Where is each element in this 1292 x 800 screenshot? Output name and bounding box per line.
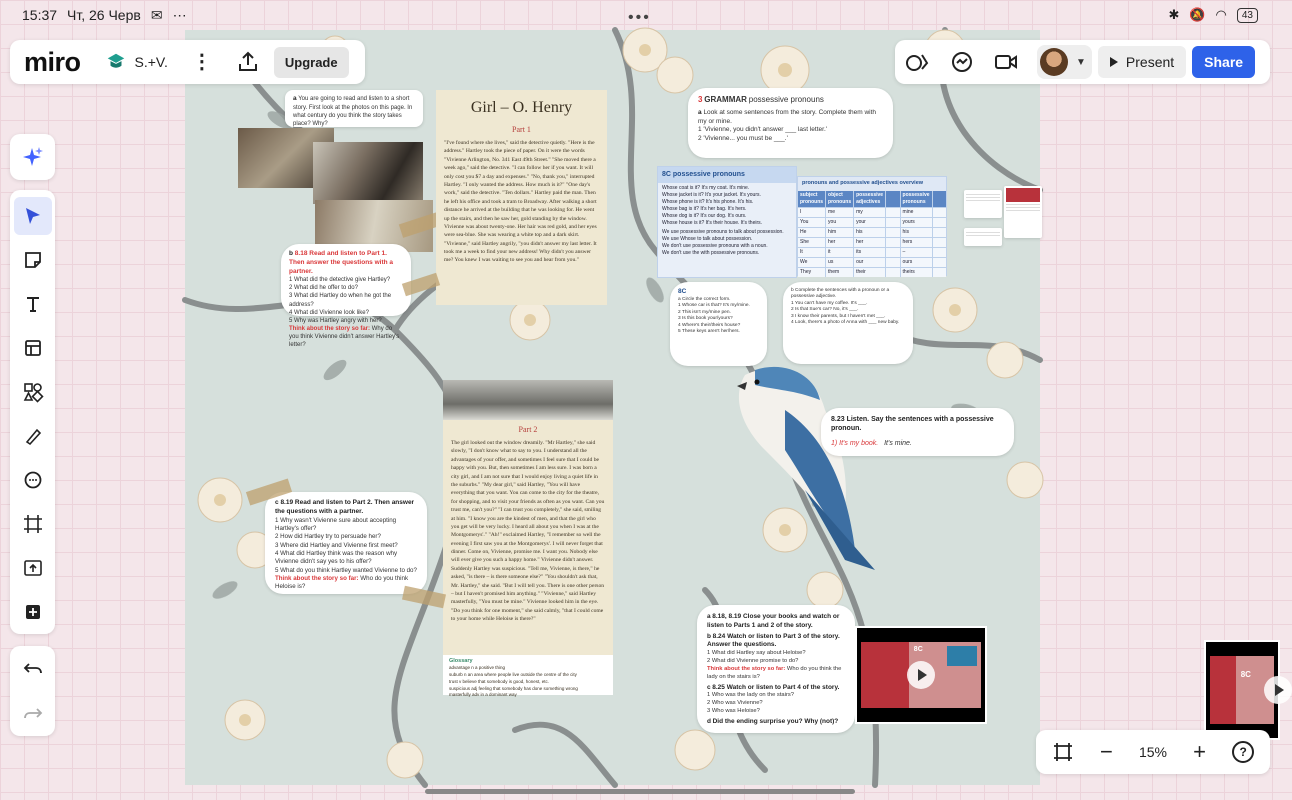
overview-cell: his — [901, 228, 932, 237]
final-tasks-card[interactable] — [697, 605, 855, 733]
text-icon — [23, 294, 43, 314]
task-c-item: 1 Why wasn't Vivienne sure about accepting Hartley's offer? — [275, 516, 397, 532]
final-b-label: b — [707, 632, 711, 640]
overview-cell — [933, 258, 946, 267]
video-call-icon[interactable] — [993, 49, 1019, 75]
overview-cell: their — [854, 268, 885, 277]
history-toolbar — [10, 646, 55, 736]
final-b-item: 2 What did Vivienne promise to do? — [707, 658, 799, 665]
mini-card[interactable] — [964, 190, 1002, 218]
task-c-think-text: Who do you think Heloise is? — [275, 575, 409, 591]
overview-cell: it — [826, 248, 853, 257]
possessive-line: Whose jacket is it? It's your jacket. It's yours. — [662, 191, 761, 198]
overview-cell: you — [826, 218, 853, 227]
task-a-card[interactable] — [285, 90, 423, 127]
collaboration-bar — [895, 40, 1270, 84]
glossary-item: masterfully adv in a dominant way — [449, 692, 517, 698]
task-b-heading: 8.18 Read and listen to Part 1. Then answer the questions with a partner. — [289, 250, 394, 275]
overview-cell: its — [854, 248, 885, 257]
final-b-think-label: Think about the story so far: — [707, 665, 786, 672]
board-name[interactable]: S.+V. — [134, 54, 168, 70]
overview-cell: her — [826, 238, 853, 247]
overview-cell — [886, 268, 899, 277]
final-a-text: 8.18, 8.19 Close your books and watch or listen to Parts 1 and 2 of the story. — [707, 613, 840, 629]
grammar-title: GRAMMAR — [704, 95, 747, 104]
possessive-rule: We don't use the with possessive pronouns. — [662, 249, 760, 256]
overview-cell: us — [826, 258, 853, 267]
task-c-item: 4 What did Hartley think was the reason why Vivienne didn't say yes to his offer? — [275, 549, 398, 566]
task-b-think-label: Think about the story so far: — [289, 325, 371, 332]
status-bar — [0, 0, 1280, 30]
task-a-label: a — [293, 95, 297, 102]
overview-title: pronouns and possessive adjectives overview — [798, 177, 946, 191]
board-header — [10, 40, 365, 84]
ai-sparkle-icon — [22, 146, 44, 168]
task-c-card[interactable] — [265, 492, 427, 594]
upload-icon — [23, 558, 43, 578]
miro-logo[interactable]: miro — [24, 46, 81, 77]
comment-icon — [23, 470, 43, 490]
task-b-card[interactable] — [281, 244, 411, 349]
sticky-note-icon — [23, 250, 43, 270]
overview-cell — [933, 248, 946, 257]
board-icon[interactable] — [105, 51, 127, 73]
multitask-dots[interactable]: ••• — [628, 9, 651, 26]
status-date: Чт, 26 Черв — [67, 7, 141, 23]
more-apps-icon — [23, 602, 43, 622]
select-icon — [23, 206, 43, 226]
select-tool[interactable] — [14, 197, 52, 235]
overview-cell — [933, 208, 946, 217]
grammar-label: a — [698, 108, 702, 116]
final-b-text: 8.24 Watch or listen to Part 3 of the story. Answer the questions. — [707, 632, 840, 649]
overview-cell — [933, 238, 946, 247]
board-frame[interactable] — [185, 30, 1040, 785]
part-1-text: "I've found where she lives," said the detective quietly. "Here is the address." Hartley took the piece of paper. On it were the words "Vivienne Arlington, No. 341 East 49th Street." "She moved there a week ago," said the detective. "I can follow her if you want. It will only cost you $7 a day and expenses." "No, thank you," interrupted Hartley. "I only wanted the address. How much is it?" "One day's work," said the detective. "Ten dollars." Hartley paid the man. Then he left his office and took a tram to Broadway. After walking a short distance he arrived at the building that he was looking for. He went up the stairs, and then he saw her, gold standing by the window. Vivienne was about twenty-one. Her hair was red gold, and her eyes were sea-blue. She was wearing a white top and a dark skirt. "Vivienne," said Hartley angrily, "you didn't answer my last letter. It took me a week to find your new address! Why didn't you answer me? You knew I was waiting to see you and hear from you." — [444, 140, 597, 264]
final-c-item: 3 Who was Heloise? — [707, 707, 760, 714]
exercise-8c-a-heading: a Circle the correct form. — [678, 296, 731, 302]
play-icon — [1110, 57, 1118, 67]
possessive-line: Whose bag is it? It's her bag. It's hers. — [662, 205, 747, 212]
overview-cell: your — [854, 218, 885, 227]
possessive-pronouns-box[interactable] — [657, 166, 797, 278]
story-part-2[interactable] — [443, 380, 613, 665]
board-menu-icon[interactable]: ⋮ — [191, 51, 212, 73]
overview-header-cell — [933, 191, 946, 207]
share-button[interactable]: Share — [1192, 46, 1255, 78]
mute-icon: 🔕 — [1189, 7, 1206, 22]
city-skyline-image — [443, 380, 613, 420]
glossary-item: suspicious adj feeling that somebody has done something wrong — [449, 685, 578, 691]
listen-example-a: 1) It's my book. — [831, 439, 879, 447]
bird-illustration — [737, 367, 875, 570]
overview-cell: He — [798, 228, 825, 237]
exercise-8c-a-card[interactable] — [670, 282, 767, 366]
more-apps-tool[interactable] — [14, 593, 52, 631]
exercise-8c-a-item: 5 These keys aren't her/hers. — [678, 329, 740, 335]
task-b-think-text: Why do you think Vivienne didn't answer Hartley's letter? — [289, 325, 400, 349]
overview-grid — [798, 191, 946, 277]
exercise-8c-label: 8C — [678, 288, 687, 295]
video-player-1[interactable] — [855, 626, 987, 724]
possessive-line: Whose house is it? It's their house. It's theirs. — [662, 219, 763, 226]
overview-header-cell: subject pronouns — [800, 191, 824, 205]
exercise-8c-b-item: 4 Look, there's a photo of Anna with ___ new baby. — [791, 320, 900, 326]
tools-toolbar — [10, 190, 55, 634]
ai-assist-button[interactable] — [10, 134, 55, 180]
final-b-item: 1 What did Hartley say about Heloise? — [707, 650, 806, 657]
exercise-8c-b-item: 2 Is that Sue's car? No, it's ___. — [791, 307, 859, 313]
export-icon[interactable] — [236, 50, 260, 74]
template-tool[interactable] — [14, 329, 52, 367]
possessive-rule: We use Whose to talk about possession. — [662, 235, 753, 242]
play-icon[interactable] — [907, 661, 935, 689]
overview-cell: ours — [901, 258, 932, 267]
possessive-line: Whose phone is it? It's his phone. It's his. — [662, 198, 754, 205]
frame-tool[interactable] — [14, 505, 52, 543]
overview-cell — [886, 208, 899, 217]
task-c-heading: 8.19 Read and listen to Part 2. Then answer the questions with a partner. — [275, 499, 415, 515]
grammar-instruction: Look at some sentences from the story. Complete them with my or mine. — [698, 108, 877, 125]
pen-tool[interactable] — [14, 417, 52, 455]
task-c-item: 2 How did Hartley try to persuade her? — [275, 533, 381, 541]
overview-cell: my — [854, 208, 885, 217]
zoom-in-button[interactable]: + — [1193, 739, 1207, 764]
overview-cell: We — [798, 258, 825, 267]
exercise-8c-a-item: 1 Whose car is that? It's my/mine. — [678, 303, 750, 309]
overview-cell: They — [798, 268, 825, 277]
exercise-8c-a-item: 4 Where's their/theirs house? — [678, 322, 741, 328]
text-tool[interactable] — [14, 285, 52, 323]
overview-cell: yours — [901, 218, 932, 227]
comment-tool[interactable] — [14, 461, 52, 499]
pen-icon — [23, 426, 43, 446]
overview-cell: You — [798, 218, 825, 227]
final-a-label: a — [707, 613, 711, 620]
shapes-tool[interactable] — [14, 373, 52, 411]
chat-icon[interactable] — [949, 49, 975, 75]
overview-cell: her — [854, 238, 885, 247]
task-c-label: c — [275, 499, 279, 506]
task-c-item: 5 What do you think Hartley wanted Vivienne to do? — [275, 566, 417, 574]
task-b-item: 1 What did the detective give Hartley? — [289, 277, 391, 284]
overview-cell — [886, 218, 899, 227]
overview-cell: I — [798, 208, 825, 217]
task-c-think-label: Think about the story so far: — [275, 575, 359, 583]
possessive-header: 8C possessive pronouns — [658, 167, 796, 183]
present-label: Present — [1125, 54, 1175, 70]
final-c-item: 1 Who was the lady on the stairs? — [707, 692, 794, 699]
glossary-item: advantage n a positive thing — [449, 665, 506, 671]
glossary-title: Glossary — [449, 658, 473, 664]
exercise-8c-b-item: 1 You can't have my coffee. It's ___. — [791, 300, 868, 306]
grammar-number: 3 — [698, 95, 703, 104]
possessive-line: Whose coat is it? It's my coat. It's mine. — [662, 184, 750, 191]
grammar-card[interactable] — [688, 88, 893, 158]
grammar-subtitle: possessive pronouns — [748, 95, 824, 104]
video-player-2[interactable] — [1204, 640, 1280, 740]
overview-header-cell: possessive adjectives — [856, 191, 884, 205]
mini-card[interactable] — [1004, 186, 1042, 238]
sticky-note-tool[interactable] — [14, 241, 52, 279]
overview-cell — [933, 218, 946, 227]
task-a-text: You are going to read and listen to a short story. First look at the photos on this page. In what century do you think the story takes place? Why? — [293, 96, 413, 127]
overview-cell — [886, 228, 899, 237]
overview-header-cell: possessive pronouns — [902, 191, 930, 205]
reactions-icon[interactable] — [905, 49, 931, 75]
part-1-heading: Part 1 — [512, 125, 531, 134]
listen-example-b: It's mine. — [884, 439, 912, 447]
final-c-text: 8.25 Watch or listen to Part 4 of the story. — [712, 683, 840, 691]
mini-card[interactable] — [964, 228, 1002, 246]
overview-cell: me — [826, 208, 853, 217]
home-indicator[interactable] — [425, 789, 855, 794]
task-b-item: 3 What did Hartley do when he got the address? — [289, 293, 392, 308]
story-title: Girl – O. Henry — [470, 99, 573, 116]
upload-tool[interactable] — [14, 549, 52, 587]
overview-cell: theirs — [901, 268, 932, 277]
overview-cell: them — [826, 268, 853, 277]
overview-cell — [886, 248, 899, 257]
shapes-icon — [23, 382, 43, 402]
task-b-item: 5 Why was Hartley angry with her? — [289, 317, 382, 324]
overview-cell — [886, 258, 899, 267]
zoom-out-button[interactable]: − — [1099, 739, 1113, 764]
task-c-item: 3 Where did Hartley and Vivienne first meet? — [275, 541, 398, 549]
grammar-item: 2 'Vivienne... you must be ___.' — [698, 135, 788, 143]
present-button[interactable] — [1098, 46, 1186, 78]
upgrade-button[interactable]: Upgrade — [274, 47, 349, 78]
undo-icon[interactable] — [23, 660, 43, 678]
glossary-box[interactable] — [443, 655, 613, 698]
frame-icon — [23, 514, 43, 534]
task-b-label: b — [289, 250, 293, 257]
avatar — [1040, 48, 1068, 76]
overview-cell — [933, 228, 946, 237]
user-avatar-dropdown[interactable] — [1037, 45, 1092, 79]
overview-cell: – — [901, 248, 932, 257]
listen-823-card[interactable] — [821, 408, 1014, 456]
zoom-controls — [1036, 730, 1270, 774]
bluetooth-icon: ✱ — [1168, 7, 1180, 22]
grammar-item: 1 'Vivienne, you didn't answer ___ last letter.' — [698, 126, 827, 134]
final-b-think-text: Who do you think the lady on the stairs is? — [707, 665, 842, 680]
video-1-label: 8C — [913, 646, 923, 653]
task-b-item: 4 What did Vivienne look like? — [289, 309, 369, 316]
exercise-8c-b-item: 3 I know their parents, but I haven't met ___. — [791, 313, 886, 319]
part-2-heading: Part 2 — [518, 425, 538, 434]
possessive-rule: We use possessive pronouns to talk about possession. — [662, 228, 784, 235]
chevron-down-icon: ▼ — [1076, 56, 1086, 68]
final-c-item: 2 Who was Vivienne? — [707, 700, 763, 707]
mail-icon: ✉ — [150, 6, 163, 23]
overview-cell — [886, 238, 899, 247]
help-button[interactable]: ? — [1232, 741, 1254, 763]
overview-cell: our — [854, 258, 885, 267]
final-c-label: c — [707, 683, 711, 691]
play-icon[interactable] — [1264, 676, 1292, 704]
overview-cell: his — [854, 228, 885, 237]
overview-cell — [933, 268, 946, 277]
exercise-8c-b-heading: b Complete the sentences with a pronoun or a possessive adjective. — [791, 288, 890, 300]
overview-cell: hers — [901, 238, 932, 247]
overview-cell: She — [798, 238, 825, 247]
fit-to-screen-icon[interactable] — [1052, 741, 1074, 763]
possessive-rule: We don't use possessive pronouns with a noun. — [662, 242, 768, 249]
template-icon — [23, 338, 43, 358]
glossary-item: suburb n an area where people live outside the centre of the city — [449, 672, 577, 677]
story-part-1[interactable] — [436, 90, 607, 305]
overview-cell: It — [798, 248, 825, 257]
final-d-label: d — [707, 717, 711, 725]
exercise-8c-b-card[interactable] — [783, 282, 913, 364]
redo-icon[interactable] — [23, 705, 43, 723]
exercise-8c-a-item: 3 Is this book your/yours? — [678, 316, 733, 322]
story-photo-2[interactable] — [313, 142, 423, 204]
exercise-8c-a-item: 2 This isn't my/mine pen. — [678, 309, 731, 315]
overview-header-cell: object pronouns — [828, 191, 852, 205]
overview-cell: mine — [901, 208, 932, 217]
possessive-line: Whose dog is it? It's our dog. It's ours. — [662, 212, 747, 219]
pronouns-overview-table[interactable] — [797, 176, 947, 276]
part-2-text: The girl looked out the window dreamily. "Mr Hartley," she said slowly, "I don't know what to say to you. I understand all the advantages of your offer, and sometimes I feel sure that I could be happy with you. But, then sometimes I am less sure. I was born a city girl, and I am not sure that I would enjoy living a quiet life in the suburbs." "My dear girl," said Hartley, "You will have everything that you want. You can come to the city for the theatre, for shopping, and to visit your friends as often as you want. Can you trust me, can't you?" "I can trust you completely," she said, smiling at him. "I know you are the kindest of men, and that the girl who you get will be very lucky. I heard all about you when I was at the Montgomerys'." "Ah!" exclaimed Hartley, "I remember so well the evening I first saw you at the Montgomerys'. I will never forget that dinner. Come on, Vivienne, promise me. I want you. Nobody else will ever give you such a happy home." Vivienne didn't answer. Suddenly Hartley was suspicious. "Tell me, Vivienne, is there," he asked, "is there – is there someone else?" "You shouldn't ask that, Mr. Hartley," she said. "But I will tell you. There is one other person – but I haven't promised him anything." "Vivienne," said Hartley masterfully, "You must be mine." Vivienne looked him in the eye. "Do you think for one moment," she said calmly, "that I could come to your home while Heloise is there?" — [451, 440, 605, 623]
task-b-item: 2 What did he offer to do? — [289, 285, 358, 292]
battery-indicator: 43 — [1237, 8, 1258, 23]
more-icon: ⋯ — [172, 6, 187, 23]
video-2-label: 8C — [1240, 670, 1251, 679]
glossary-item: trust v believe that somebody is good, honest, etc. — [449, 678, 550, 684]
wifi-icon: ◠ — [1215, 7, 1227, 22]
zoom-level[interactable]: 15% — [1138, 744, 1168, 760]
overview-header-cell — [886, 191, 899, 207]
status-time: 15:37 — [22, 7, 58, 23]
final-d-text: Did the ending surprise you? Why (not)? — [712, 717, 839, 725]
listen-823-heading: 8.23 Listen. Say the sentences with a possessive pronoun. — [831, 416, 994, 433]
overview-cell: him — [826, 228, 853, 237]
